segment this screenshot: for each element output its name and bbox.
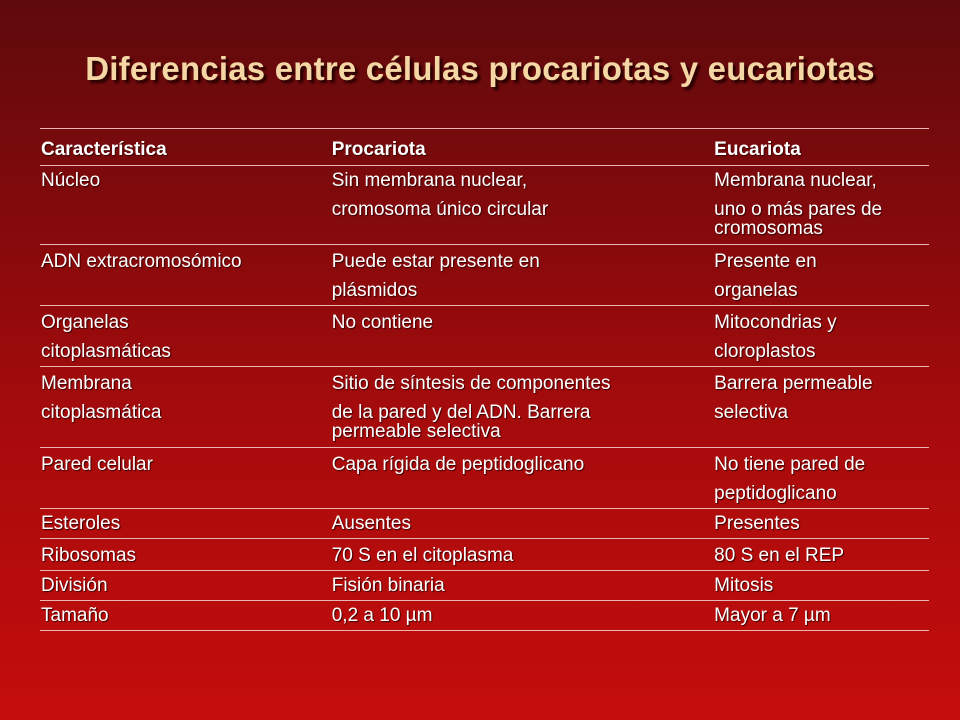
header-characteristic: Característica — [40, 129, 332, 166]
cell-line: uno o más pares de — [714, 199, 883, 220]
cell-line: Presente en — [714, 251, 817, 272]
cell-line: peptidoglicano — [714, 483, 837, 504]
cell-line: de la pared y del ADN. Barrera — [331, 402, 591, 423]
cell-line: Mitosis — [714, 575, 774, 596]
cell-line: Pared celular — [41, 454, 153, 475]
cell-line: organelas — [714, 280, 798, 301]
cell-line: 80 S en el REP — [714, 545, 845, 566]
header-prokaryote: Procariota — [332, 129, 714, 166]
cell-prokaryote — [332, 539, 714, 571]
cell-line: Presentes — [714, 513, 800, 534]
comparison-table — [40, 128, 929, 631]
cell-prokaryote — [332, 601, 714, 631]
cell-line: ADN extracromosómico — [41, 251, 242, 272]
cell-line: Barrera permeable — [714, 373, 873, 394]
cell-eukaryote — [714, 571, 929, 601]
cell-line: citoplasmática — [41, 402, 162, 423]
table-row — [40, 306, 929, 367]
cell-line: Ribosomas — [41, 545, 137, 566]
cell-line: plásmidos — [331, 280, 418, 301]
cell-line: División — [41, 575, 108, 596]
cell-line: No contiene — [331, 312, 434, 333]
cell-eukaryote — [714, 509, 929, 539]
header-eukaryote: Eucariota — [714, 129, 929, 166]
table-row — [40, 509, 929, 539]
cell-characteristic — [40, 448, 332, 509]
cell-line: Membrana — [41, 373, 132, 394]
cell-characteristic — [40, 539, 332, 571]
cell-line: selectiva — [714, 402, 789, 423]
cell-line: Capa rígida de peptidoglicano — [331, 454, 585, 475]
cell-line: Tamaño — [41, 605, 109, 626]
cell-line: Esteroles — [41, 513, 121, 534]
cell-characteristic — [40, 245, 332, 306]
table-row — [40, 166, 929, 245]
cell-eukaryote — [714, 367, 929, 448]
cell-prokaryote — [332, 509, 714, 539]
cell-line: 70 S en el citoplasma — [331, 545, 514, 566]
cell-eukaryote — [714, 306, 929, 367]
table-row — [40, 448, 929, 509]
cell-prokaryote — [332, 448, 714, 509]
cell-line: No tiene pared de — [714, 454, 866, 475]
slide-title: Diferencias entre células procariotas y eucariotas — [85, 50, 875, 87]
cell-characteristic — [40, 601, 332, 631]
cell-prokaryote — [332, 166, 714, 245]
table-row — [40, 367, 929, 448]
cell-characteristic — [40, 166, 332, 245]
cell-line: Mitocondrias y — [714, 312, 837, 333]
cell-characteristic — [40, 306, 332, 367]
cell-line: cromosoma único circular — [331, 199, 549, 220]
cell-eukaryote — [714, 166, 929, 245]
cell-line: cromosomas — [714, 218, 823, 239]
table-row — [40, 245, 929, 306]
cell-line: cloroplastos — [714, 341, 816, 362]
cell-prokaryote — [332, 571, 714, 601]
cell-eukaryote — [714, 601, 929, 631]
cell-prokaryote — [332, 306, 714, 367]
cell-line: Ausentes — [331, 513, 411, 534]
cell-line: Mayor a 7 µm — [714, 605, 831, 626]
cell-eukaryote — [714, 245, 929, 306]
cell-line: Sitio de síntesis de componentes — [331, 373, 611, 394]
cell-eukaryote — [714, 539, 929, 571]
cell-line: Núcleo — [41, 170, 101, 191]
cell-line: Fisión binaria — [331, 575, 445, 596]
table-row — [40, 539, 929, 571]
cell-prokaryote — [332, 245, 714, 306]
cell-line: 0,2 a 10 µm — [331, 605, 433, 626]
cell-line: citoplasmáticas — [41, 341, 171, 362]
table-header-row — [40, 129, 929, 166]
cell-eukaryote — [714, 448, 929, 509]
cell-characteristic — [40, 571, 332, 601]
cell-prokaryote — [332, 367, 714, 448]
cell-line: permeable selectiva — [331, 421, 501, 442]
cell-characteristic — [40, 367, 332, 448]
cell-line: Puede estar presente en — [331, 251, 540, 272]
table-row — [40, 571, 929, 601]
table-row — [40, 601, 929, 631]
cell-line: Organelas — [41, 312, 129, 333]
cell-line: Membrana nuclear, — [714, 170, 877, 191]
cell-line: Sin membrana nuclear, — [331, 170, 528, 191]
cell-characteristic — [40, 509, 332, 539]
